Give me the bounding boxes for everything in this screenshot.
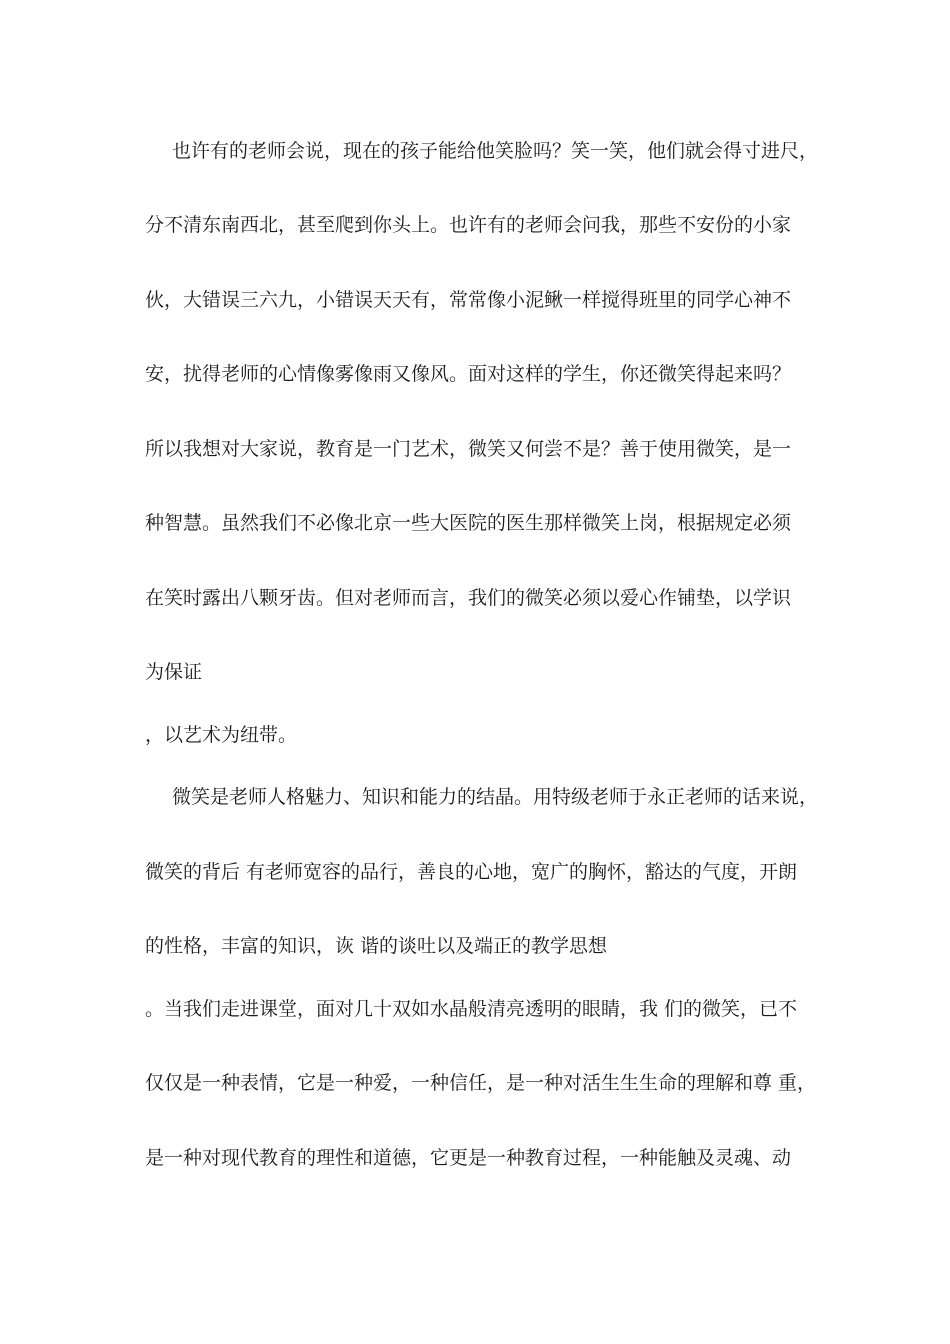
text-line: 伙，大错误三六九，小错误天天有，常常像小泥鳅一样搅得班里的同学心神不 <box>145 289 792 311</box>
text-line: 分不清东南西北，甚至爬到你头上。也许有的老师会问我，那些不安份的小家 <box>145 214 792 236</box>
text-line: 微笑的背后 有老师宽容的品行，善良的心地，宽广的胸怀，豁达的气度，开朗 <box>145 861 798 883</box>
text-line: ，以艺术为纽带。 <box>145 724 298 746</box>
text-line: 为保证 <box>145 661 203 683</box>
text-line: 也许有的老师会说，现在的孩子能给他笑脸吗？笑一笑，他们就会得寸进尺， <box>172 140 819 162</box>
text-line: 的性格，丰富的知识，诙 谐的谈吐以及端正的教学思想 <box>145 935 608 957</box>
text-line: 仅仅是一种表情，它是一种爱，一种信任，是一种对活生生生命的理解和尊 重， <box>145 1072 817 1094</box>
text-line: 种智慧。虽然我们不必像北京一些大医院的医生那样微笑上岗，根据规定必须 <box>145 512 792 534</box>
text-line: 是一种对现代教育的理性和道德，它更是一种教育过程，一种能触及灵魂、动 <box>145 1147 792 1169</box>
text-line: 所以我想对大家说，教育是一门艺术，微笑又何尝不是？善于使用微笑，是一 <box>145 438 792 460</box>
text-line: 微笑是老师人格魅力、知识和能力的结晶。用特级老师于永正老师的话来说， <box>172 786 819 808</box>
text-line: 。当我们走进课堂，面对几十双如水晶般清亮透明的眼睛，我 们的微笑，已不 <box>145 998 798 1020</box>
text-line: 安，扰得老师的心情像雾像雨又像风。面对这样的学生，你还微笑得起来吗？ <box>145 363 792 385</box>
text-line: 在笑时露出八颗牙齿。但对老师而言，我们的微笑必须以爱心作铺垫，以学识 <box>145 587 792 609</box>
